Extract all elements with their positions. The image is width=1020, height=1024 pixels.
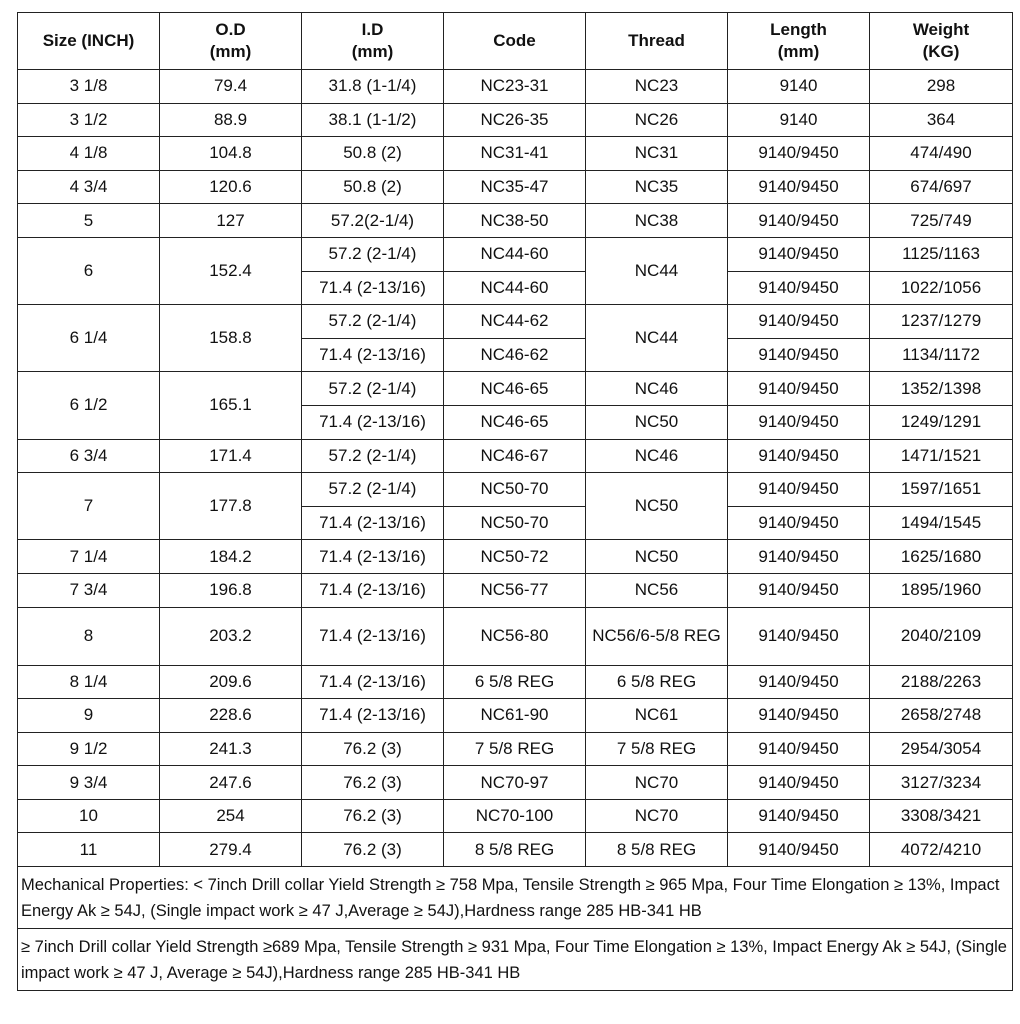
cell-od: 228.6 [160, 699, 302, 733]
header-od: O.D (mm) [160, 13, 302, 70]
cell-length: 9140/9450 [728, 540, 870, 574]
cell-id: 76.2 (3) [302, 833, 444, 867]
cell-length: 9140/9450 [728, 170, 870, 204]
cell-od: 165.1 [160, 372, 302, 439]
cell-size: 7 1/4 [18, 540, 160, 574]
cell-od: 104.8 [160, 137, 302, 171]
header-length: Length (mm) [728, 13, 870, 70]
cell-size: 10 [18, 799, 160, 833]
cell-size: 4 1/8 [18, 137, 160, 171]
table-row [18, 699, 1013, 733]
cell-code: NC46-65 [444, 372, 586, 406]
table-row [18, 70, 1013, 104]
table-row [18, 607, 1013, 665]
cell-length: 9140/9450 [728, 699, 870, 733]
cell-id: 76.2 (3) [302, 732, 444, 766]
cell-code: NC44-60 [444, 237, 586, 271]
cell-length: 9140/9450 [728, 204, 870, 238]
cell-id: 57.2 (2-1/4) [302, 439, 444, 473]
table-row [18, 540, 1013, 574]
cell-length: 9140 [728, 70, 870, 104]
cell-weight: 1597/1651 [870, 473, 1013, 507]
cell-od: 203.2 [160, 607, 302, 665]
cell-weight: 1022/1056 [870, 271, 1013, 305]
cell-size: 11 [18, 833, 160, 867]
header-row [18, 13, 1013, 70]
cell-size: 8 1/4 [18, 665, 160, 699]
cell-weight: 1895/1960 [870, 573, 1013, 607]
cell-thread: NC56 [586, 573, 728, 607]
cell-id: 76.2 (3) [302, 766, 444, 800]
cell-code: NC35-47 [444, 170, 586, 204]
cell-id: 57.2 (2-1/4) [302, 305, 444, 339]
cell-length: 9140/9450 [728, 665, 870, 699]
mechanical-properties-below-7in: Mechanical Properties: < 7inch Drill collar Yield Strength ≥ 758 Mpa, Tensile Strength ≥ 965 Mpa, Four Time Elongation ≥ 13%, Impact Energy Ak ≥ 54J, (Single impact work ≥ 47 J,Average ≥ 54J),Hardness range 285 HB-341 HB [18, 867, 1013, 929]
cell-thread: 7 5/8 REG [586, 732, 728, 766]
cell-thread: NC50 [586, 473, 728, 540]
header-id: I.D (mm) [302, 13, 444, 70]
cell-length: 9140/9450 [728, 405, 870, 439]
cell-id: 57.2 (2-1/4) [302, 237, 444, 271]
cell-size: 9 1/2 [18, 732, 160, 766]
cell-id: 71.4 (2-13/16) [302, 271, 444, 305]
cell-code: NC50-70 [444, 473, 586, 507]
cell-length: 9140/9450 [728, 372, 870, 406]
cell-id: 50.8 (2) [302, 137, 444, 171]
cell-weight: 1352/1398 [870, 372, 1013, 406]
cell-length: 9140/9450 [728, 473, 870, 507]
cell-weight: 1249/1291 [870, 405, 1013, 439]
note-row [18, 929, 1013, 991]
cell-id: 71.4 (2-13/16) [302, 607, 444, 665]
cell-code: NC31-41 [444, 137, 586, 171]
cell-length: 9140/9450 [728, 799, 870, 833]
cell-length: 9140/9450 [728, 439, 870, 473]
cell-weight: 1494/1545 [870, 506, 1013, 540]
cell-od: 209.6 [160, 665, 302, 699]
cell-length: 9140/9450 [728, 506, 870, 540]
cell-thread: 6 5/8 REG [586, 665, 728, 699]
cell-weight: 1471/1521 [870, 439, 1013, 473]
cell-size: 8 [18, 607, 160, 665]
cell-length: 9140/9450 [728, 833, 870, 867]
cell-size: 9 [18, 699, 160, 733]
cell-id: 71.4 (2-13/16) [302, 665, 444, 699]
table-row [18, 439, 1013, 473]
cell-id: 57.2(2-1/4) [302, 204, 444, 238]
cell-code: 8 5/8 REG [444, 833, 586, 867]
cell-size: 7 [18, 473, 160, 540]
table-row [18, 170, 1013, 204]
cell-code: NC44-60 [444, 271, 586, 305]
cell-id: 57.2 (2-1/4) [302, 372, 444, 406]
cell-weight: 1625/1680 [870, 540, 1013, 574]
header-size: Size (INCH) [18, 13, 160, 70]
cell-weight: 2188/2263 [870, 665, 1013, 699]
cell-id: 71.4 (2-13/16) [302, 540, 444, 574]
cell-thread: NC46 [586, 372, 728, 406]
cell-thread: 8 5/8 REG [586, 833, 728, 867]
cell-size: 6 3/4 [18, 439, 160, 473]
cell-code: NC61-90 [444, 699, 586, 733]
cell-od: 171.4 [160, 439, 302, 473]
cell-length: 9140/9450 [728, 732, 870, 766]
cell-code: NC50-70 [444, 506, 586, 540]
cell-od: 152.4 [160, 237, 302, 304]
table-row [18, 204, 1013, 238]
table-row [18, 237, 1013, 271]
cell-size: 9 3/4 [18, 766, 160, 800]
cell-thread: NC70 [586, 766, 728, 800]
cell-code: NC46-62 [444, 338, 586, 372]
cell-id: 71.4 (2-13/16) [302, 338, 444, 372]
cell-weight: 298 [870, 70, 1013, 104]
cell-weight: 4072/4210 [870, 833, 1013, 867]
cell-od: 196.8 [160, 573, 302, 607]
cell-thread: NC23 [586, 70, 728, 104]
cell-od: 120.6 [160, 170, 302, 204]
cell-code: NC46-67 [444, 439, 586, 473]
cell-code: NC26-35 [444, 103, 586, 137]
cell-thread: NC46 [586, 439, 728, 473]
mechanical-properties-above-7in: ≥ 7inch Drill collar Yield Strength ≥689 Mpa, Tensile Strength ≥ 931 Mpa, Four Time Elongation ≥ 13%, Impact Energy Ak ≥ 54J, (Single impact work ≥ 47 J, Average ≥ 54J),Hardness range 285 HB-341 HB [18, 929, 1013, 991]
cell-od: 279.4 [160, 833, 302, 867]
cell-weight: 725/749 [870, 204, 1013, 238]
cell-weight: 674/697 [870, 170, 1013, 204]
cell-thread: NC50 [586, 405, 728, 439]
cell-size: 7 3/4 [18, 573, 160, 607]
table-row [18, 766, 1013, 800]
cell-weight: 364 [870, 103, 1013, 137]
cell-id: 50.8 (2) [302, 170, 444, 204]
table-row [18, 799, 1013, 833]
table-row [18, 103, 1013, 137]
cell-thread: NC70 [586, 799, 728, 833]
cell-weight: 2658/2748 [870, 699, 1013, 733]
header-code: Code [444, 13, 586, 70]
cell-length: 9140/9450 [728, 305, 870, 339]
cell-id: 71.4 (2-13/16) [302, 573, 444, 607]
cell-id: 71.4 (2-13/16) [302, 699, 444, 733]
cell-weight: 3308/3421 [870, 799, 1013, 833]
cell-od: 254 [160, 799, 302, 833]
cell-code: NC56-77 [444, 573, 586, 607]
cell-id: 76.2 (3) [302, 799, 444, 833]
cell-thread: NC56/6-5/8 REG [586, 607, 728, 665]
drill-collar-spec-table [17, 12, 1013, 991]
cell-length: 9140/9450 [728, 573, 870, 607]
cell-od: 247.6 [160, 766, 302, 800]
cell-length: 9140/9450 [728, 137, 870, 171]
cell-id: 71.4 (2-13/16) [302, 405, 444, 439]
cell-length: 9140/9450 [728, 338, 870, 372]
cell-length: 9140/9450 [728, 271, 870, 305]
cell-id: 57.2 (2-1/4) [302, 473, 444, 507]
cell-thread: NC26 [586, 103, 728, 137]
cell-od: 177.8 [160, 473, 302, 540]
table-row [18, 137, 1013, 171]
cell-weight: 2040/2109 [870, 607, 1013, 665]
cell-id: 31.8 (1-1/4) [302, 70, 444, 104]
table-row [18, 833, 1013, 867]
table-row [18, 665, 1013, 699]
header-weight: Weight (KG) [870, 13, 1013, 70]
cell-size: 3 1/2 [18, 103, 160, 137]
cell-thread: NC31 [586, 137, 728, 171]
cell-thread: NC50 [586, 540, 728, 574]
table-row [18, 573, 1013, 607]
table-row [18, 372, 1013, 406]
cell-size: 5 [18, 204, 160, 238]
cell-size: 6 [18, 237, 160, 304]
cell-thread: NC44 [586, 305, 728, 372]
cell-weight: 1134/1172 [870, 338, 1013, 372]
cell-weight: 2954/3054 [870, 732, 1013, 766]
cell-code: 6 5/8 REG [444, 665, 586, 699]
header-thread: Thread [586, 13, 728, 70]
cell-length: 9140/9450 [728, 237, 870, 271]
cell-code: 7 5/8 REG [444, 732, 586, 766]
cell-thread: NC61 [586, 699, 728, 733]
cell-id: 38.1 (1-1/2) [302, 103, 444, 137]
cell-code: NC38-50 [444, 204, 586, 238]
cell-code: NC50-72 [444, 540, 586, 574]
cell-code: NC46-65 [444, 405, 586, 439]
cell-thread: NC35 [586, 170, 728, 204]
cell-weight: 3127/3234 [870, 766, 1013, 800]
cell-thread: NC38 [586, 204, 728, 238]
cell-weight: 474/490 [870, 137, 1013, 171]
cell-code: NC70-100 [444, 799, 586, 833]
cell-size: 6 1/2 [18, 372, 160, 439]
cell-od: 241.3 [160, 732, 302, 766]
cell-id: 71.4 (2-13/16) [302, 506, 444, 540]
cell-size: 4 3/4 [18, 170, 160, 204]
cell-od: 79.4 [160, 70, 302, 104]
cell-size: 6 1/4 [18, 305, 160, 372]
cell-od: 184.2 [160, 540, 302, 574]
cell-length: 9140 [728, 103, 870, 137]
cell-thread: NC44 [586, 237, 728, 304]
table-row [18, 305, 1013, 339]
note-row [18, 867, 1013, 929]
cell-size: 3 1/8 [18, 70, 160, 104]
table-row [18, 473, 1013, 507]
cell-code: NC44-62 [444, 305, 586, 339]
cell-weight: 1125/1163 [870, 237, 1013, 271]
cell-code: NC56-80 [444, 607, 586, 665]
cell-weight: 1237/1279 [870, 305, 1013, 339]
cell-length: 9140/9450 [728, 766, 870, 800]
cell-od: 88.9 [160, 103, 302, 137]
cell-od: 127 [160, 204, 302, 238]
cell-code: NC70-97 [444, 766, 586, 800]
table-row [18, 732, 1013, 766]
cell-od: 158.8 [160, 305, 302, 372]
cell-length: 9140/9450 [728, 607, 870, 665]
cell-code: NC23-31 [444, 70, 586, 104]
